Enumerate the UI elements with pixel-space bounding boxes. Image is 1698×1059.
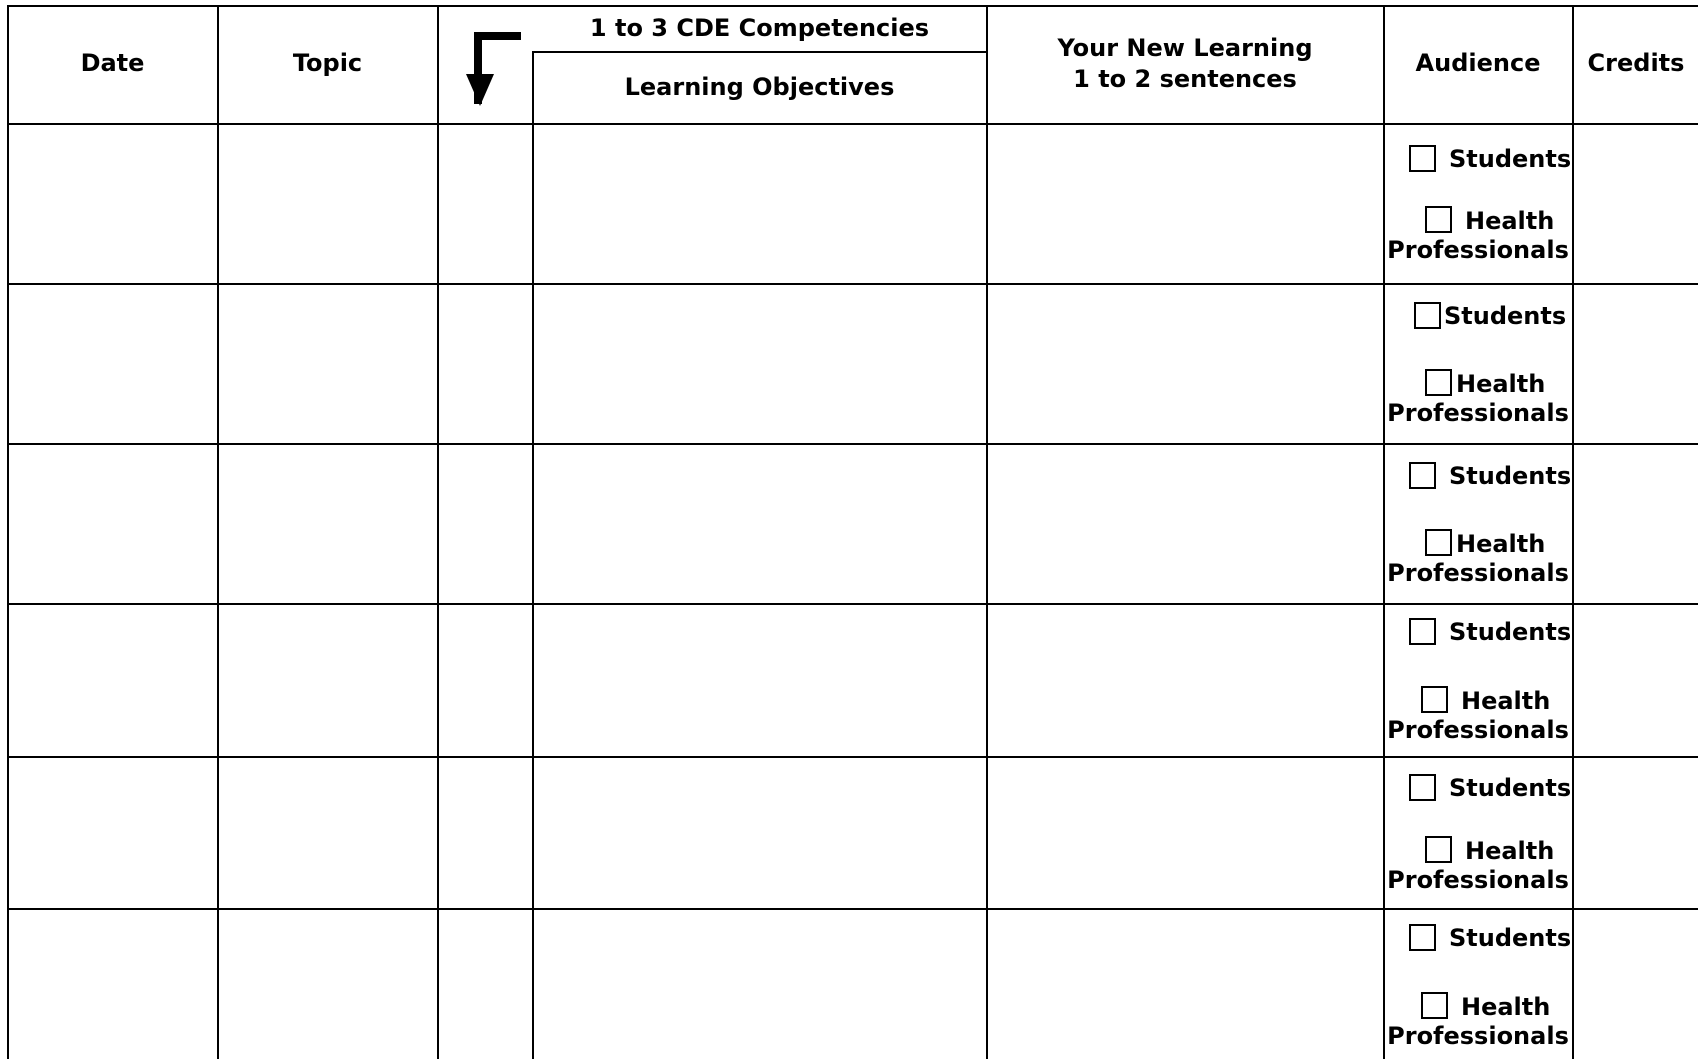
- row-divider: [7, 283, 1698, 285]
- row-divider: [7, 908, 1698, 910]
- professionals-label: Professionals: [1387, 866, 1569, 894]
- students-checkbox[interactable]: [1409, 145, 1436, 172]
- health-professionals-checkbox[interactable]: [1421, 992, 1448, 1019]
- health-professionals-checkbox[interactable]: [1425, 836, 1452, 863]
- students-checkbox[interactable]: [1409, 924, 1436, 951]
- column-divider: [532, 51, 534, 1059]
- objectives-header: Learning Objectives: [624, 73, 895, 101]
- health-label: Health: [1461, 687, 1551, 715]
- column-divider: [1383, 5, 1385, 1059]
- column-divider: [217, 5, 219, 1059]
- health-label: Health: [1456, 370, 1546, 398]
- table-left-border: [7, 5, 9, 1059]
- professionals-label: Professionals: [1387, 399, 1569, 427]
- credits-column-header: Credits: [1587, 49, 1685, 77]
- new-learning-subheader: 1 to 2 sentences: [1073, 65, 1297, 93]
- students-checkbox[interactable]: [1409, 774, 1436, 801]
- professionals-label: Professionals: [1387, 1022, 1569, 1050]
- students-label: Students: [1449, 924, 1572, 952]
- health-label: Health: [1465, 837, 1555, 865]
- professionals-label: Professionals: [1387, 236, 1569, 264]
- health-label: Health: [1461, 993, 1551, 1021]
- health-professionals-checkbox[interactable]: [1425, 206, 1452, 233]
- header-bottom-border: [7, 123, 1698, 125]
- column-divider: [437, 5, 439, 1059]
- students-checkbox[interactable]: [1414, 302, 1441, 329]
- column-divider: [986, 5, 988, 1059]
- row-divider: [7, 603, 1698, 605]
- students-label: Students: [1449, 462, 1572, 490]
- competencies-header: 1 to 3 CDE Competencies: [589, 14, 930, 42]
- new-learning-header: Your New Learning: [1057, 34, 1313, 62]
- professionals-label: Professionals: [1387, 716, 1569, 744]
- column-divider: [1572, 5, 1574, 1059]
- row-divider: [7, 443, 1698, 445]
- row-divider: [7, 756, 1698, 758]
- students-label: Students: [1449, 774, 1572, 802]
- topic-column-header: Topic: [292, 49, 363, 77]
- professionals-label: Professionals: [1387, 559, 1569, 587]
- table-top-border: [7, 5, 1698, 7]
- down-arrow-icon: [466, 30, 526, 110]
- health-professionals-checkbox[interactable]: [1421, 686, 1448, 713]
- date-column-header: Date: [80, 49, 145, 77]
- health-professionals-checkbox[interactable]: [1425, 369, 1452, 396]
- students-label: Students: [1444, 302, 1567, 330]
- students-checkbox[interactable]: [1409, 462, 1436, 489]
- audience-column-header: Audience: [1415, 49, 1541, 77]
- health-professionals-checkbox[interactable]: [1425, 529, 1452, 556]
- students-checkbox[interactable]: [1409, 618, 1436, 645]
- health-label: Health: [1456, 530, 1546, 558]
- students-label: Students: [1449, 618, 1572, 646]
- students-label: Students: [1449, 145, 1572, 173]
- health-label: Health: [1465, 207, 1555, 235]
- competencies-divider: [533, 51, 987, 53]
